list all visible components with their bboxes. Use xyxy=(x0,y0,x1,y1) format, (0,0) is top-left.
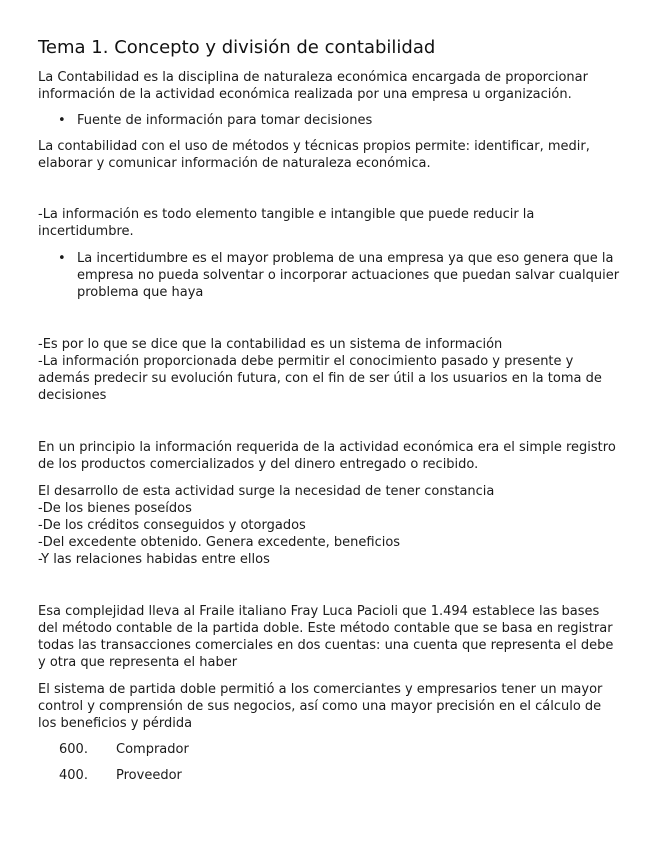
paragraph-line: El desarrollo de esta actividad surge la necesidad de tener constancia xyxy=(38,484,495,499)
paragraph-line: información de la actividad económica realizada por una empresa u organización. xyxy=(38,87,572,102)
paragraph-line: En un principio la información requerida de la actividad económica era el simple registro xyxy=(38,440,616,455)
bullet-text: La incertidumbre es el mayor problema de una empresa ya que eso genera que la xyxy=(77,251,614,266)
paragraph-line: -Del excedente obtenido. Genera excedente, beneficios xyxy=(38,535,401,550)
paragraph-line: del método contable de la partida doble. Este método contable que se basa en registrar xyxy=(38,621,613,636)
paragraph-line: -La información proporcionada debe permitir el conocimiento pasado y presente y xyxy=(38,354,574,369)
account-name: Proveedor xyxy=(116,768,182,783)
paragraph-line: todas las transacciones comerciales en dos cuentas: una cuenta que representa el debe xyxy=(38,638,614,653)
bullet-text: empresa no pueda solventar o incorporar actuaciones que puedan salvar cualquier xyxy=(77,268,620,283)
paragraph-line: control y comprensión de sus negocios, así como una mayor precisión en el cálculo de xyxy=(38,699,602,714)
paragraph-line: La contabilidad con el uso de métodos y técnicas propios permite: identificar, medir, xyxy=(38,139,590,154)
paragraph-line: -Es por lo que se dice que la contabilidad es un sistema de información xyxy=(38,337,503,352)
account-code: 600. xyxy=(59,742,88,757)
paragraph-line: -De los bienes poseídos xyxy=(38,501,192,516)
bullet-text: problema que haya xyxy=(77,285,204,300)
paragraph-line: los beneficios y pérdida xyxy=(38,716,193,731)
paragraph-line: y otra que representa el haber xyxy=(38,655,238,670)
bullet-text: Fuente de información para tomar decisiones xyxy=(77,113,373,128)
paragraph-line: incertidumbre. xyxy=(38,224,134,239)
paragraph-line: La Contabilidad es la disciplina de naturaleza económica encargada de proporcionar xyxy=(38,70,588,85)
account-name: Comprador xyxy=(116,742,189,757)
paragraph-line: -De los créditos conseguidos y otorgados xyxy=(38,518,306,533)
paragraph-line: El sistema de partida doble permitió a los comerciantes y empresarios tener un mayor xyxy=(38,682,603,697)
paragraph-line: además predecir su evolución futura, con el fin de ser útil a los usuarios en la toma de xyxy=(38,371,602,386)
paragraph-line: -La información es todo elemento tangible e intangible que puede reducir la xyxy=(38,207,535,222)
bullet-icon: • xyxy=(58,113,66,128)
paragraph-line: de los productos comercializados y del dinero entregado o recibido. xyxy=(38,457,479,472)
paragraph-line: elaborar y comunicar información de naturaleza económica. xyxy=(38,156,431,171)
paragraph-line: -Y las relaciones habidas entre ellos xyxy=(38,552,270,567)
paragraph-line: decisiones xyxy=(38,388,107,403)
bullet-icon: • xyxy=(58,251,66,266)
paragraph-line: Esa complejidad lleva al Fraile italiano Fray Luca Pacioli que 1.494 establece las bases xyxy=(38,604,600,619)
account-code: 400. xyxy=(59,768,88,783)
page-title: Tema 1. Concepto y división de contabilidad xyxy=(38,37,436,58)
